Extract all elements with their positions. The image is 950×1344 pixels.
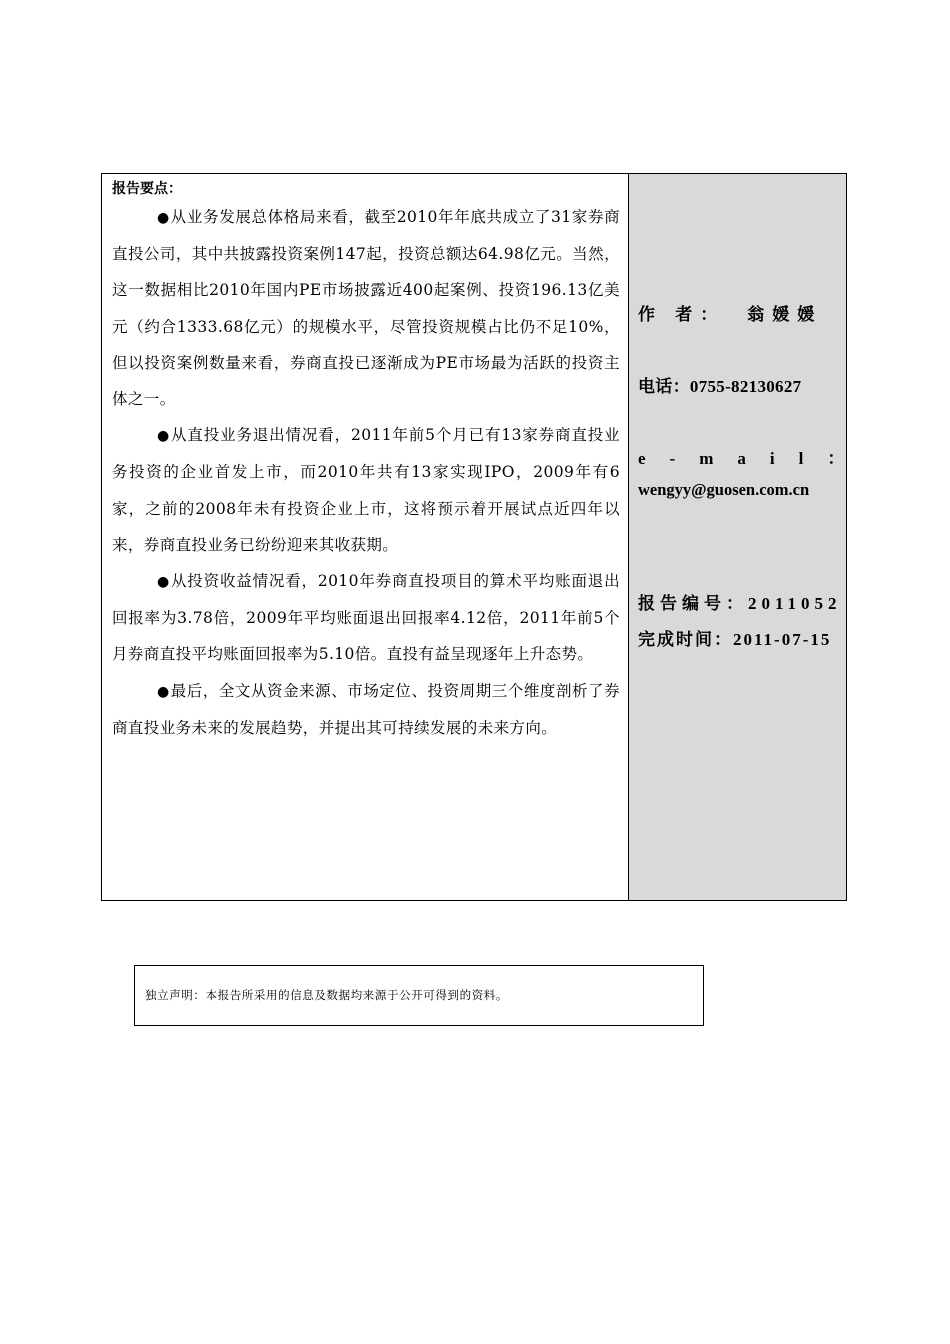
bullet-dot-icon: ● [156, 683, 170, 700]
independence-disclaimer: 独立声明：本报告所采用的信息及数据均来源于公开可得到的资料。 [134, 965, 704, 1026]
bullet-dot-icon: ● [156, 210, 170, 226]
bullet-dot-icon: ● [156, 574, 170, 591]
summary-bullet-3 [112, 563, 620, 673]
author-line [638, 300, 822, 325]
summary-bullet-text: 最后，全文从资金来源、市场定位、投资周期三个维度剖析了券商直投业务未来的发展趋势，并提出其可持续发展的未来方向。 [112, 681, 621, 737]
email-label: e-mail： [638, 449, 869, 468]
author-info-panel [629, 174, 869, 900]
author-name: 翁媛媛 [747, 305, 823, 324]
phone-number: 电话：0755-82130627 [638, 377, 802, 396]
summary-bullet-text: 从直投业务退出情况看，2011年前5个月已有13家券商直投业务投资的企业首发上市，而2010年共有13家实现IPO，2009年有6家，之前的2008年未有投资企业上市，这将预示着开展试点近四年以来，券商直投业务已纷纷迎来其收获期。 [112, 426, 620, 554]
summary-bullet-4 [112, 673, 620, 746]
report-number: 报告编号：2011052 [638, 594, 842, 613]
report-summary-box [101, 173, 869, 901]
email-address: wengyy@guosen.com.cn [638, 480, 810, 499]
summary-bullet-1 [112, 199, 620, 417]
summary-heading: 报告要点： [112, 181, 182, 197]
summary-main-column [102, 174, 629, 900]
summary-bullet-2 [112, 417, 620, 563]
summary-bullet-text: 从投资收益情况看，2010年券商直投项目的算术平均账面退出回报率为3.78倍，2009年平均账面退出回报率4.12倍，2011年前5个月券商直投平均账面回报率为5.10倍。直投有益呈现逐年上升态势。 [112, 572, 620, 664]
author-label: 作 者： [638, 305, 726, 324]
bullet-dot-icon: ● [156, 428, 171, 445]
completion-date: 完成时间：2011-07-15 [638, 630, 832, 649]
summary-bullet-text: 从业务发展总体格局来看，截至2010年年底共成立了31家券商直投公司，其中共披露投资案例147起，投资总额达64.98亿元。当然，这一数据相比2010年国内PE市场披露近400起案例、投资196.13亿美元（约合1333.68亿元）的规模水平，尽管投资规模占比仍不足10%，但以投资案例数量来看，券商直投已逐渐成为PE市场最为活跃的投资主体之一。 [112, 208, 620, 409]
